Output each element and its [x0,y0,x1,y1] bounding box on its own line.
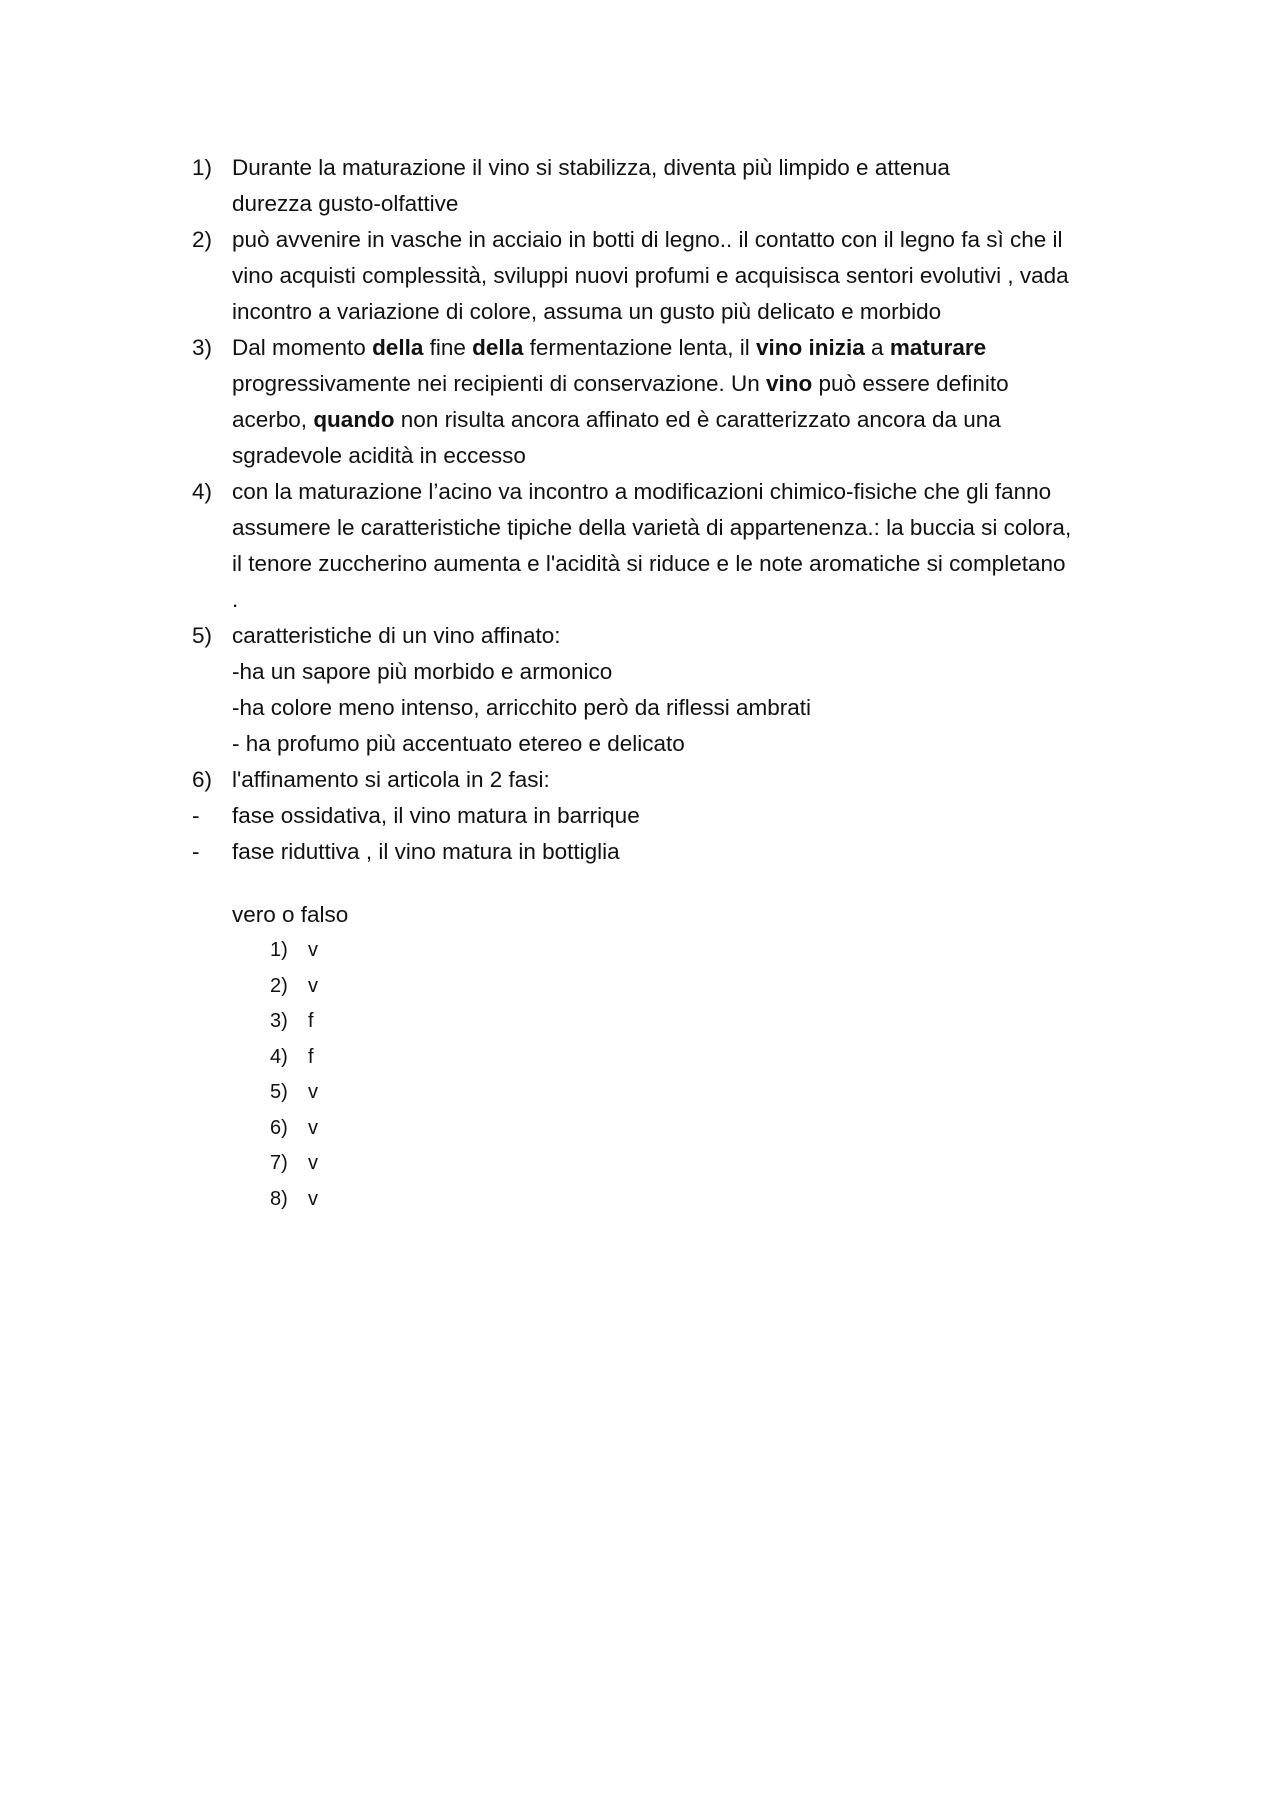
text-run: non risulta ancora affinato ed è caratterizzato ancora da una [394,407,1001,432]
answer-number: 7) [270,1152,288,1174]
text-line: . [232,587,239,612]
answer-list [270,933,318,1217]
answer-item [270,933,318,969]
answer-value: v [308,1081,318,1103]
text-run: progressivamente nei recipienti di conservazione. Un [232,371,767,396]
bold-text: quando [313,407,395,432]
text-line: assumere le caratteristiche tipiche della varietà di appartenenza.: la buccia si colora, [232,515,1072,540]
text-line: vino acquisti complessità, sviluppi nuovi profumi e acquisisca sentori evolutivi , vada [232,263,1069,288]
answer-number: 6) [270,1116,288,1139]
list-marker: - [192,839,200,864]
bold-text: della [372,335,424,360]
text-line: sgradevole acidità in eccesso [232,443,526,468]
answer-value: f [308,1010,314,1032]
text-run: acerbo, [232,407,314,432]
answer-value: v [308,1187,318,1210]
list-item [192,474,1132,618]
text-run: a [864,335,890,360]
list-marker: 1) [192,155,213,180]
list-item-text [232,474,1132,618]
list-item [192,762,1132,798]
answer-item [270,1075,318,1111]
text-line [232,330,1132,366]
text-line: il tenore zuccherino aumenta e l'acidità si riduce e le note aromatiche si completano [232,551,1066,576]
answer-number: 5) [270,1081,288,1103]
list-marker: 2) [192,227,213,252]
text-line: caratteristiche di un vino affinato: [232,623,561,648]
list-marker: 5) [192,623,213,648]
answer-value: v [308,1116,318,1139]
answer-item [270,1111,318,1147]
answer-item [270,969,318,1005]
text-line [232,366,1132,402]
text-run: Dal momento [232,335,373,360]
list-item-text [232,330,1132,474]
list-item [192,798,1132,834]
list-item [192,618,1132,762]
answer-item [270,1182,318,1218]
list-item-text [232,150,1132,222]
bold-text: vino inizia [756,335,865,360]
bold-text: della [472,335,524,360]
list-item [192,222,1132,330]
answer-item [270,1004,318,1040]
text-line: fase ossidativa, il vino matura in barrique [232,803,640,828]
numbered-list [192,150,1132,870]
answer-number: 4) [270,1045,288,1068]
answer-number: 3) [270,1010,288,1032]
list-item [192,834,1132,870]
text-line: - ha profumo più accentuato etereo e delicato [232,731,685,756]
answer-item [270,1146,318,1182]
list-item-text [232,618,1132,762]
list-item-text [232,222,1132,330]
list-marker: 6) [192,767,213,792]
list-item [192,330,1132,474]
list-item-text [232,762,1132,798]
answer-value: v [308,974,318,997]
answer-item [270,1040,318,1076]
text-line: -ha colore meno intenso, arricchito però da riflessi ambrati [232,695,812,720]
bold-text: vino [766,371,813,396]
answer-number: 8) [270,1187,288,1210]
list-marker: 3) [192,335,213,360]
answer-value: v [308,939,318,961]
answer-value: f [308,1045,314,1068]
list-item [192,150,1132,222]
text-run: fine [423,335,473,360]
list-item-text [232,834,1132,870]
text-line: durezza gusto-olfattive [232,191,459,216]
answer-value: v [308,1152,318,1174]
text-line [232,402,1132,438]
list-item-text [232,798,1132,834]
text-line: con la maturazione l’acino va incontro a modificazioni chimico-fisiche che gli fanno [232,479,1052,504]
list-marker: - [192,803,200,828]
list-marker: 4) [192,479,213,504]
bold-text: maturare [889,335,987,360]
text-run: può essere definito [812,371,1009,396]
text-line: incontro a variazione di colore, assuma un gusto più delicato e morbido [232,299,942,324]
text-line: fase riduttiva , il vino matura in bottiglia [232,839,620,864]
text-line: Durante la maturazione il vino si stabilizza, diventa più limpido e attenua [232,155,950,180]
text-line: l'affinamento si articola in 2 fasi: [232,767,550,792]
section-title: vero o falso [232,902,349,927]
answer-number: 2) [270,974,288,997]
answer-number: 1) [270,939,288,961]
text-line: -ha un sapore più morbido e armonico [232,659,613,684]
text-run: fermentazione lenta, il [523,335,757,360]
text-line: può avvenire in vasche in acciaio in botti di legno.. il contatto con il legno fa sì che il [232,227,1063,252]
